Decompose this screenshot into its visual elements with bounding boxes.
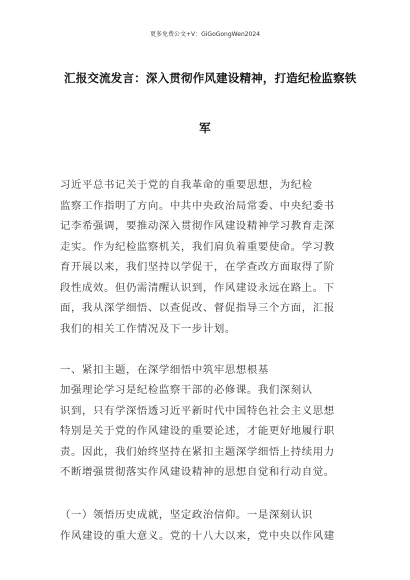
text-line: 段性成效。但仍需清醒认识到，作风建设永远在路上。下 [60,281,335,294]
text-line: 育开展以来，我们坚持以学促干，在学查改方面取得了阶 [60,261,335,273]
text-line: 加强理论学习是纪检监察干部的必修课。我们深刻认 [60,384,313,396]
text-line: 走实。作为纪检监察机关，我们肩负着重要使命。学习教 [60,240,335,253]
paragraph-subsection-1 [60,505,356,546]
text-line: 监察工作指明了方向。中共中央政治局常委、中央纪委书 [60,199,335,212]
text-line: 我们的相关工作情况及下一步计划。 [60,322,236,335]
header-note: 更多免费公文+V：GiGoGongWen2024 [149,31,261,38]
paragraph-intro [60,175,356,339]
text-line: 面，我从深学细悟、以查促改、督促指导三个方面，汇报 [60,302,335,314]
text-line: 特别是关于党的作风建设的重要论述，才能更好地履行职 [60,425,335,437]
text-line: 识到，只有学深悟透习近平新时代中国特色社会主义思想 [60,404,335,417]
document-title-line-1: 汇报交流发言：深入贯彻作风建设精神，打造纪检监察铁 [64,71,357,85]
paragraph-section-1 [60,380,356,483]
text-line: 习近平总书记关于党的自我革命的重要思想，为纪检 [60,179,313,191]
section-heading-1 [60,360,356,381]
document-title-line-2: 军 [199,121,211,135]
text-line: （一）领悟历史成就，坚定政治信仰。一是深刻认识 [60,509,313,521]
text-line: 记李希强调，要推动深入贯彻作风建设精神学习教育走深 [60,220,335,232]
text-line: 责。因此，我们始终坚持在紧扣主题深学细悟上持续用力 [60,445,335,458]
text-line: 作风建设的重大意义。党的十八大以来，党中央以作风建 [60,529,335,542]
text-line: 一、紧扣主题，在深学细悟中筑牢思想根基 [60,364,269,376]
text-line: 不断增强贯彻落实作风建设精神的思想自觉和行动自觉。 [60,466,335,478]
